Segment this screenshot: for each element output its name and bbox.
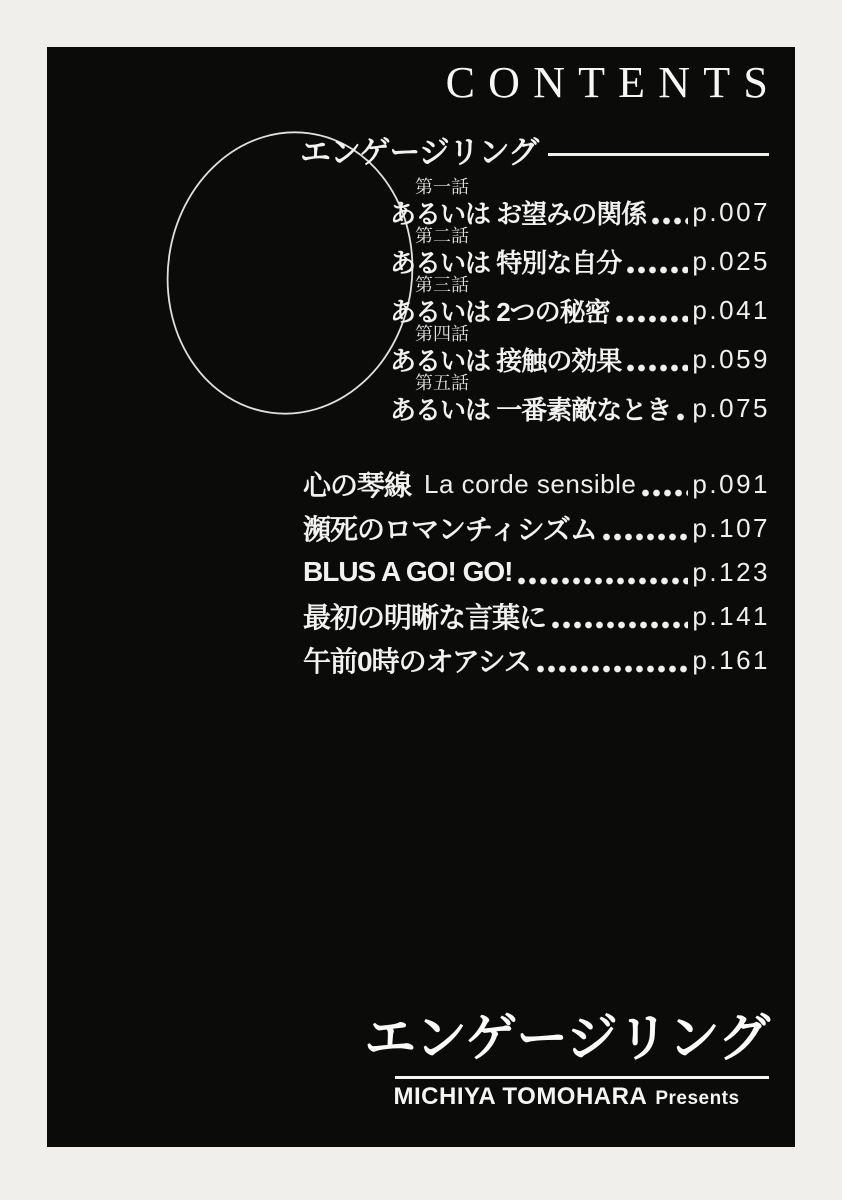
dot-leader [640,469,688,499]
series-heading: エンゲージリング [300,135,539,170]
extra-title: 心の琴線 [303,470,412,501]
chapter-entry [390,374,770,423]
extra-entry [303,513,770,543]
chapter-row [390,344,770,374]
chapter-number-label: 第五話 [415,373,469,393]
dot-leader [516,557,688,587]
chapter-list [390,178,770,423]
series-logo: エンゲージリング [364,1011,769,1068]
extra-subtitle: La corde sensible [424,468,637,499]
chapter-entry [390,178,770,227]
chapter-entry [390,276,770,325]
dot-leader [601,513,689,543]
extra-page-number: p.123 [692,556,770,587]
footer-rule [395,1076,769,1079]
dot-leader [535,645,689,675]
contents-page [47,47,795,1147]
dot-leader [614,295,689,325]
chapter-title: あるいは お望みの関係 [390,198,647,229]
dot-leader [650,197,688,227]
chapter-page-number: p.059 [692,343,770,374]
dot-leader [550,601,688,631]
chapter-title: あるいは 一番素敵なとき [390,394,672,425]
series-section-header [300,135,769,171]
chapter-number-label: 第四話 [415,324,469,344]
chapter-row [390,295,770,325]
extra-page-number: p.141 [692,600,770,631]
chapter-page-number: p.041 [692,294,770,325]
chapter-page-number: p.075 [692,392,770,423]
footer-logo-block [364,1009,769,1111]
series-heading-rule [548,153,769,156]
chapter-title: あるいは 接触の効果 [390,345,622,376]
extra-title: BLUS A GO! GO! [303,556,513,587]
chapter-page-number: p.007 [692,196,770,227]
extra-title: 午前0時のオアシス [303,646,531,677]
extra-entry [303,469,770,499]
extra-page-number: p.161 [692,644,770,675]
extra-page-number: p.091 [692,468,770,499]
chapter-entry [390,227,770,276]
extra-entry [303,601,770,631]
page-title: CONTENTS [445,58,781,107]
chapter-row [390,246,770,276]
chapter-title: あるいは 特別な自分 [390,247,622,278]
chapter-row [390,197,770,227]
extra-entry [303,557,770,587]
chapter-number-label: 第一話 [415,177,469,197]
chapter-row [390,393,770,423]
extra-title: 最初の明晰な言葉に [303,602,547,633]
chapter-page-number: p.025 [692,245,770,276]
dot-leader [625,246,688,276]
dot-leader [675,393,688,423]
extra-entry [303,645,770,675]
chapter-entry [390,325,770,374]
extra-title: 瀕死のロマンチィシズム [303,514,597,545]
author-name: MICHIYA TOMOHARA [393,1083,648,1110]
dot-leader [625,344,688,374]
chapter-number-label: 第二話 [415,226,469,246]
chapter-title: あるいは 2つの秘密 [390,296,610,327]
author-credit [364,1083,769,1111]
extra-page-number: p.107 [692,512,770,543]
chapter-number-label: 第三話 [415,275,469,295]
presents-label: Presents [655,1088,740,1109]
extras-list [303,469,770,689]
